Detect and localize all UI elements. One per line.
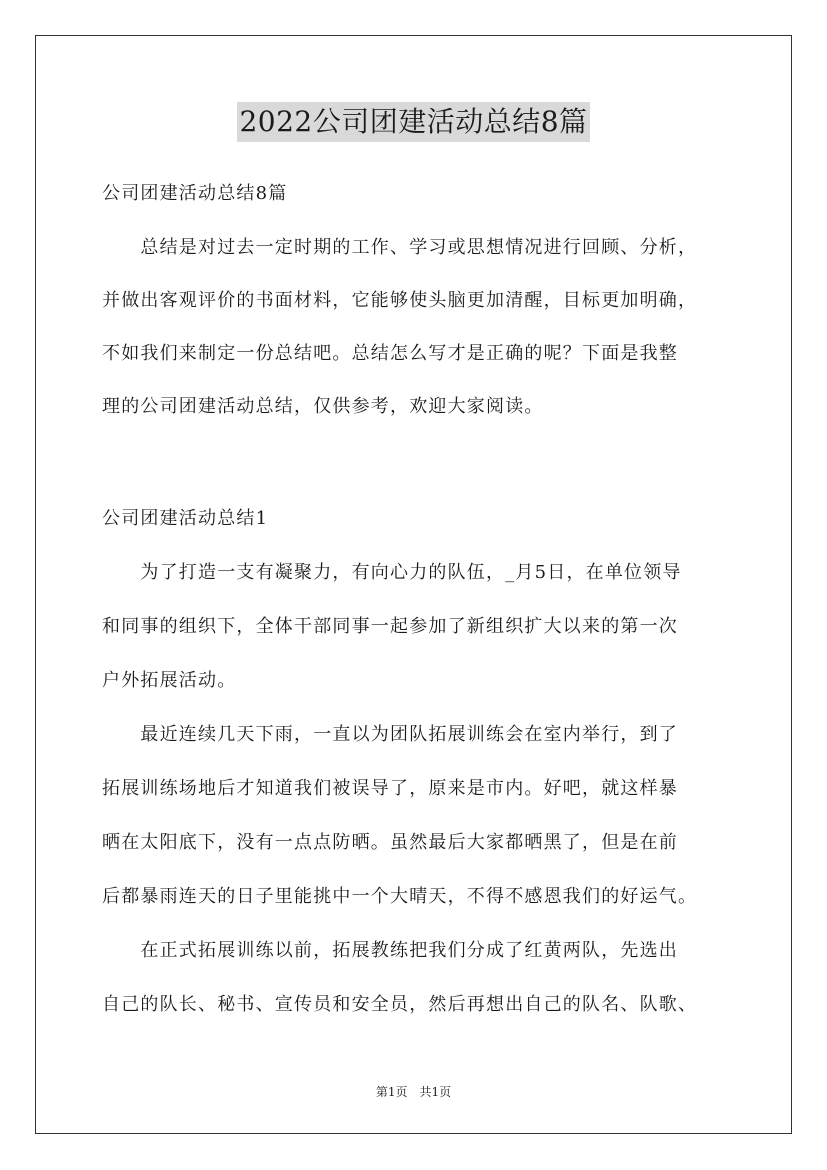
body-line: 不如我们来制定一份总结吧。总结怎么写才是正确的呢？下面是我整 [102, 343, 678, 364]
body-line: 理的公司团建活动总结，仅供参考，欢迎大家阅读。 [102, 396, 544, 417]
body-line: 总结是对过去一定时期的工作、学习或思想情况进行回顾、分析， [102, 237, 698, 258]
body-line: 为了打造一支有凝聚力，有向心力的队伍，_月5日，在单位领导 [102, 562, 682, 583]
section-heading: 公司团建活动总结8篇 [102, 183, 288, 204]
body-line: 和同事的组织下，全体干部同事一起参加了新组织扩大以来的第一次 [102, 616, 678, 637]
page-footer: 第1页 共1页 [375, 1085, 452, 1099]
body-line: 自己的队长、秘书、宣传员和安全员，然后再想出自己的队名、队歌、 [102, 994, 698, 1015]
body-line: 最近连续几天下雨，一直以为团队拓展训练会在室内举行，到了 [102, 724, 678, 745]
body-line: 后都暴雨连天的日子里能挑中一个大晴天，不得不感恩我们的好运气。 [102, 886, 698, 907]
body-line: 在正式拓展训练以前，拓展教练把我们分成了红黄两队，先选出 [102, 940, 678, 961]
title-container [0, 102, 827, 142]
document-title: 2022公司团建活动总结8篇 [237, 102, 589, 142]
body-line: 晒在太阳底下，没有一点点防晒。虽然最后大家都晒黑了，但是在前 [102, 832, 678, 853]
body-line: 并做出客观评价的书面材料，它能够使头脑更加清醒，目标更加明确， [102, 290, 698, 311]
body-line: 户外拓展活动。 [102, 670, 237, 691]
section-heading: 公司团建活动总结1 [102, 508, 269, 529]
body-line: 拓展训练场地后才知道我们被误导了，原来是市内。好吧，就这样暴 [102, 778, 678, 799]
